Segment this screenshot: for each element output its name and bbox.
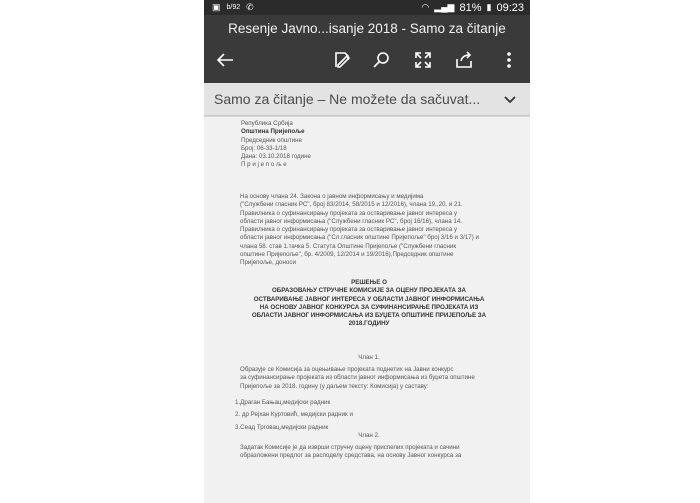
more-options-button[interactable]: [496, 47, 522, 73]
expand-banner-button[interactable]: [502, 91, 518, 107]
article-2-line: Задатак Комисије је да изврши стручну оцену приспелих пројеката и сачини: [240, 444, 460, 451]
header-line: Председник општине: [241, 136, 303, 144]
header-line: Број: 06-33-1/18: [241, 144, 287, 152]
battery-percent: 81%: [459, 1, 482, 14]
status-bar: [204, 0, 530, 15]
image-notification-icon: ▣: [212, 2, 221, 12]
decision-title-line: ОБРАЗОВАЊУ СТРУЧНЕ КОМИСИЈЕ ЗА ОЦЕНУ ПРОЈЕКАТА ЗА: [271, 287, 467, 295]
list-item: 2. др Рејхан Куртовић, медијски радник и: [235, 411, 353, 419]
header-line: Дана: 03.10.2018 године: [241, 153, 311, 161]
decision-title-line: ОБЛАСТИ ЈАВНОГ ИНФОРМИСАЊА ИЗ БУЏЕТА ОПШТИНЕ ПРИЈЕПОЉЕ ЗА: [251, 312, 487, 320]
read-only-message: Samo za čitanje – Ne možete da sačuvat...: [214, 91, 481, 107]
back-button[interactable]: [212, 47, 238, 73]
search-button[interactable]: [369, 47, 395, 73]
missed-call-icon: ✆: [246, 2, 254, 12]
read-only-banner[interactable]: [204, 83, 530, 116]
back-arrow-icon: [215, 50, 235, 70]
intro-line: области јавног информисања ("Службени гласник РС", број 16/16), члана 14.: [240, 217, 462, 225]
document-title: Resenje Javno...isanje 2018 - Samo za čitanje: [228, 21, 506, 36]
intro-line: ("Службени гласник РС", број 83/2014, 58/2015 и 12/2016), члана 19.,20. и 21.: [240, 201, 463, 209]
article-1-paragraph: [240, 366, 502, 391]
article-1-line: Пријепоље за 2018. годину (у даљем тексту: Комисија) у саставу:: [240, 382, 429, 390]
intro-line: Правилника о суфинансирању пројеката за остваривање јавног интереса у: [240, 226, 458, 234]
app-bar: [204, 15, 530, 83]
intro-line: Пријепоље, доноси: [240, 259, 296, 267]
intro-line: Правилника о суфинансирању пројеката за остваривање јавног интереса у: [240, 209, 458, 217]
decision-title-line: РЕШЕЊЕ О: [351, 279, 387, 286]
signal-icon: ▂▄▆: [434, 2, 455, 12]
decision-title: [224, 279, 514, 329]
intro-line: На основу члана 24. Закона о јавном информисању и медијима: [240, 193, 424, 200]
share-icon: [454, 50, 474, 70]
article-2-paragraph: [240, 444, 502, 461]
battery-icon: ▮: [486, 2, 492, 12]
edit-icon: [332, 50, 352, 70]
document-header: [241, 120, 311, 170]
commission-members-list: [235, 399, 353, 436]
more-icon: [499, 50, 519, 70]
article-1-heading: Члан 1.: [358, 354, 380, 361]
list-item: 3.Сеад Трговац,медијски радник: [235, 423, 329, 431]
list-item: 1.Драган Бањац,медијски радник: [235, 399, 331, 406]
decision-title-line: ОСТВАРИВАЊЕ ЈАВНОГ ИНТЕРЕСА У ОБЛАСТИ ЈАВНОГ ИНФОРМИСАЊА: [253, 295, 485, 303]
article-2-heading: Члан 2.: [358, 432, 380, 439]
fullscreen-icon: [413, 50, 433, 70]
article-1-line: за суфинансирање пројеката из области јавног информисања из буџета општине: [240, 374, 475, 382]
wifi-icon: ◠: [421, 2, 430, 12]
clock: 09:23: [496, 1, 524, 14]
carrier-label: b/92: [226, 4, 241, 11]
article-2-line: образложени предлог за расподелу средстава, на основу Јавног конкурса за: [240, 452, 462, 460]
header-line: Република Србија: [241, 120, 293, 127]
share-button[interactable]: [451, 47, 477, 73]
header-line: П р и ј е п о љ е: [241, 161, 287, 169]
decision-title-line: 2018.ГОДИНУ: [348, 320, 390, 328]
edit-button[interactable]: [329, 47, 355, 73]
chevron-down-icon: [502, 91, 518, 107]
search-icon: [372, 50, 392, 70]
intro-line: општине Пријепоље", бр. 4/2009, 12/2014 и 19/2016),Председник општине: [240, 251, 454, 259]
intro-line: области јавног информисања ("Сл.гласник општине Пријепоље" број 3/16 и 3/17) и: [240, 234, 479, 242]
intro-line: члана 58. став 1.тачка 5. Статута Општине Пријепоље ("Службени гласник: [240, 242, 457, 250]
document-page[interactable]: [204, 117, 530, 503]
header-line: Општина Пријепоље: [241, 128, 305, 136]
fullscreen-button[interactable]: [410, 47, 436, 73]
intro-paragraph: [240, 193, 502, 268]
decision-title-line: НА ОСНОВУ ЈАВНОГ КОНКУРСА ЗА СУФИНАНСИРАЊЕ ПРОЈЕКАТА ИЗ: [259, 303, 479, 311]
phone-screen: [204, 0, 530, 503]
article-1-line: Образује се Комисија за оцењивање пројеката поднетих на Јавни конкурс: [240, 366, 454, 373]
